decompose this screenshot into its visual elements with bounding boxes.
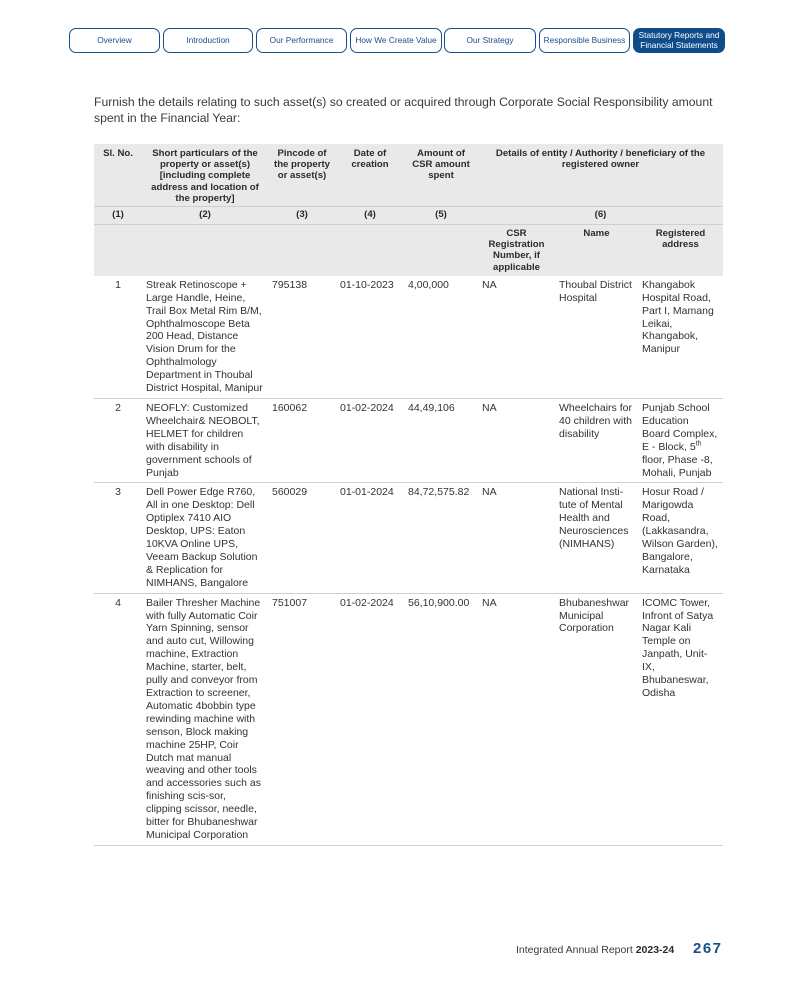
- cell-pincode: 795138: [268, 276, 336, 399]
- col-number: (1): [94, 207, 142, 225]
- table-row: [94, 593, 723, 845]
- cell-particulars: NEOFLY: Customized Wheelchair& NEOBOLT, HELMET for children with disability in government schools of Punjab: [142, 398, 268, 482]
- cell-csr-registration: NA: [478, 483, 555, 593]
- header-name: Name: [555, 225, 638, 276]
- cell-address: [638, 398, 723, 482]
- header-date: Date of creation: [336, 144, 404, 207]
- tab-introduction[interactable]: Introduction: [163, 28, 253, 53]
- tab-statutory-reports[interactable]: [633, 28, 725, 53]
- cell-amount: 4,00,000: [404, 276, 478, 399]
- tab-how-we-create-value[interactable]: How We Create Value: [350, 28, 442, 53]
- cell-particulars: Bailer Thresher Machine with fully Automatic Coir Yarn Spinning, sensor and auto cut, Willowing machine, Extraction Machine, starter, belt, pully and conveyor from Extraction to screener, Automatic 4bobbin type rewinding machine with senson, Block making machine 25HP, Coir Dutch mat manual weaving and other tools and accessories such as finishing scis-sor, clipping scissor, needle, bitter for Bhubaneshwar Municipal Corporation: [142, 593, 268, 845]
- cell-amount: 44,49,106: [404, 398, 478, 482]
- cell-pincode: 560029: [268, 483, 336, 593]
- section-nav: [69, 28, 725, 53]
- address-text: floor, Phase -8, Mohali, Punjab: [642, 453, 713, 479]
- cell-name: National Insti-tute of Mental Health and Neurosciences (NIMHANS): [555, 483, 638, 593]
- col-number: (3): [268, 207, 336, 225]
- column-number-row: [94, 207, 723, 225]
- cell-address: Khangabok Hospital Road, Part I, Mamang Leikai, Khangabok, Manipur: [638, 276, 723, 399]
- col-number: (5): [404, 207, 478, 225]
- report-title: Integrated Annual Report: [516, 944, 633, 956]
- tab-statutory-reports-line2: Financial Statements: [640, 39, 718, 50]
- col-number: (6): [478, 207, 723, 225]
- tab-overview[interactable]: Overview: [69, 28, 160, 53]
- cell-date: 01-01-2024: [336, 483, 404, 593]
- csr-assets-table: [94, 144, 723, 846]
- tab-our-strategy[interactable]: Our Strategy: [444, 28, 536, 53]
- cell-csr-registration: NA: [478, 398, 555, 482]
- report-year: 2023-24: [635, 944, 675, 956]
- cell-csr-registration: NA: [478, 593, 555, 845]
- header-sl-no: Sl. No.: [94, 144, 142, 207]
- subheader-row: [94, 225, 723, 276]
- cell-amount: 84,72,575.82: [404, 483, 478, 593]
- cell-particulars: Dell Power Edge R760, All in one Desktop: Dell Optiplex 7410 AIO Desktop, UPS: Eaton 10KVA Online UPS, Veeam Backup Solution & Replication for NIMHANS, Bangalore: [142, 483, 268, 593]
- ordinal-suffix: th: [695, 440, 702, 448]
- table-row: [94, 276, 723, 399]
- table-header-row: [94, 144, 723, 207]
- cell-date: 01-02-2024: [336, 398, 404, 482]
- cell-sl-no: 1: [94, 276, 142, 399]
- cell-address: Hosur Road / Marigowda Road, (Lakkasandra, Wilson Garden), Bangalore, Karnataka: [638, 483, 723, 593]
- cell-particulars: Streak Retinoscope + Large Handle, Heine, Trail Box Metal Rim B/M, Ophthalmoscope Beta 200 Head, Distance Vision Drum for the Ophthalmology Department in Thoubal District Hospital, Manipur: [142, 276, 268, 399]
- cell-date: 01-02-2024: [336, 593, 404, 845]
- cell-pincode: 751007: [268, 593, 336, 845]
- tab-statutory-reports-line1: Statutory Reports and: [638, 29, 720, 40]
- cell-csr-registration: NA: [478, 276, 555, 399]
- cell-sl-no: 4: [94, 593, 142, 845]
- header-entity-details: Details of entity / Authority / beneficiary of the registered owner: [478, 144, 723, 207]
- footer-report-title: [516, 944, 674, 956]
- header-csr-registration: CSR Registration Number, if applicable: [478, 225, 555, 276]
- cell-name: Wheelchairs for 40 children with disability: [555, 398, 638, 482]
- address-text: Punjab School Education Board Complex, E - Block, 5: [642, 401, 718, 453]
- table-row: [94, 483, 723, 593]
- page-number: 267: [693, 940, 723, 957]
- cell-name: Bhubaneshwar Municipal Corporation: [555, 593, 638, 845]
- header-registered-address: Registered address: [638, 225, 723, 276]
- header-amount: Amount of CSR amount spent: [404, 144, 478, 207]
- cell-sl-no: 3: [94, 483, 142, 593]
- cell-pincode: 160062: [268, 398, 336, 482]
- col-number: (2): [142, 207, 268, 225]
- cell-date: 01-10-2023: [336, 276, 404, 399]
- cell-name: Thoubal District Hospital: [555, 276, 638, 399]
- header-pincode: Pincode of the property or asset(s): [268, 144, 336, 207]
- tab-responsible-business[interactable]: Responsible Business: [539, 28, 630, 53]
- table-row: [94, 398, 723, 482]
- cell-amount: 56,10,900.00: [404, 593, 478, 845]
- cell-sl-no: 2: [94, 398, 142, 482]
- header-particulars: Short particulars of the property or asset(s) [including complete address and location of the property]: [142, 144, 268, 207]
- intro-paragraph: Furnish the details relating to such asset(s) so created or acquired through Corporate Social Responsibility amount spent in the Financial Year:: [94, 95, 713, 125]
- cell-address: ICOMC Tower, Infront of Satya Nagar Kali Temple on Janpath, Unit-IX, Bhubaneswar, Odisha: [638, 593, 723, 845]
- tab-our-performance[interactable]: Our Performance: [256, 28, 347, 53]
- col-number: (4): [336, 207, 404, 225]
